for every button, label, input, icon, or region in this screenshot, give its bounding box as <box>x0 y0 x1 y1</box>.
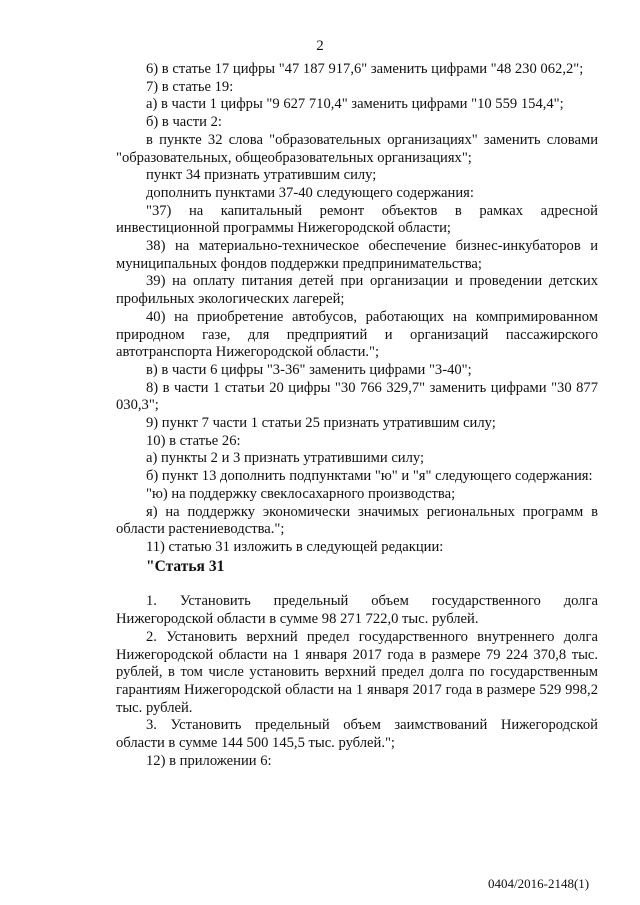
paragraph-item-7: 7) в статье 19: <box>146 78 234 95</box>
article-31-part-1: 1. Установить предельный объем государственного долга Нижегородской области в сумме 98 271 722,0 тыс. рублей. <box>116 593 598 628</box>
paragraph-item-7c: в) в части 6 цифры "3-36" заменить цифрами "3-40"; <box>146 361 472 378</box>
document-body <box>116 61 598 770</box>
paragraph-item-10a: а) пункты 2 и 3 признать утратившими силу; <box>146 450 425 467</box>
paragraph-item-6: 6) в статье 17 цифры "47 187 917,6" заменить цифрами "48 230 062,2"; <box>146 61 584 77</box>
paragraph-point-40: 40) на приобретение автобусов, работающих на компримированном природном газе, для предприятий и организаций пассажирского автотранспорта Нижегородской области."; <box>116 308 598 361</box>
paragraph-point-39: 39) на оплату питания детей при организации и проведении детских профильных экологических лагерей; <box>116 273 598 308</box>
paragraph-item-10b: б) пункт 13 дополнить подпунктами "ю" и "я" следующего содержания: <box>146 468 593 485</box>
article-31-heading: "Статья 31 <box>146 557 225 575</box>
paragraph-item-12: 12) в приложении 6: <box>146 752 272 769</box>
paragraph-item-7a: а) в части 1 цифры "9 627 710,4" заменить цифрами "10 559 154,4"; <box>146 96 564 113</box>
document-code: 0404/2016-2148(1) <box>488 876 590 891</box>
article-31-part-2: 2. Установить верхний предел государственного внутреннего долга Нижегородской области на 1 января 2017 года в размере 79 224 370,8 тыс. рублей, в том числе установить верхний предел долга по государственным гарантиям Нижегородской области на 1 января 2017 года в размере 529 998,2 тыс. рублей. <box>116 628 598 716</box>
paragraph-point-32: в пункте 32 слова "образовательных организациях" заменить словами "образовательных, общеобразовательных организациях"; <box>116 131 598 166</box>
paragraph-item-10: 10) в статье 26: <box>146 432 241 449</box>
paragraph-item-8: 8) в части 1 статьи 20 цифры "30 766 329,7" заменить цифрами "30 877 030,3"; <box>116 379 598 414</box>
paragraph-item-11: 11) статью 31 изложить в следующей редакции: <box>146 538 444 555</box>
paragraph-subpoint-yu: "ю) на поддержку свеклосахарного производства; <box>146 485 456 502</box>
paragraph-add-points: дополнить пунктами 37-40 следующего содержания: <box>146 184 474 201</box>
paragraph-point-34: пункт 34 признать утратившим силу; <box>146 167 377 184</box>
page-number: 2 <box>316 38 324 54</box>
paragraph-item-7b: б) в части 2: <box>146 114 222 131</box>
paragraph-subpoint-ya: я) на поддержку экономически значимых региональных программ в области растениеводства."; <box>116 503 598 538</box>
paragraph-item-9: 9) пункт 7 части 1 статьи 25 признать утратившим силу; <box>146 415 496 432</box>
paragraph-point-38: 38) на материально-техническое обеспечение бизнес-инкубаторов и муниципальных фондов поддержки предпринимательства; <box>116 238 598 272</box>
paragraph-point-37: "37) на капитальный ремонт объектов в рамках адресной инвестиционной программы Нижегородской области; <box>116 202 598 237</box>
article-31-part-3: 3. Установить предельный объем заимствований Нижегородской области в сумме 144 500 145,5 тыс. рублей."; <box>116 717 598 752</box>
